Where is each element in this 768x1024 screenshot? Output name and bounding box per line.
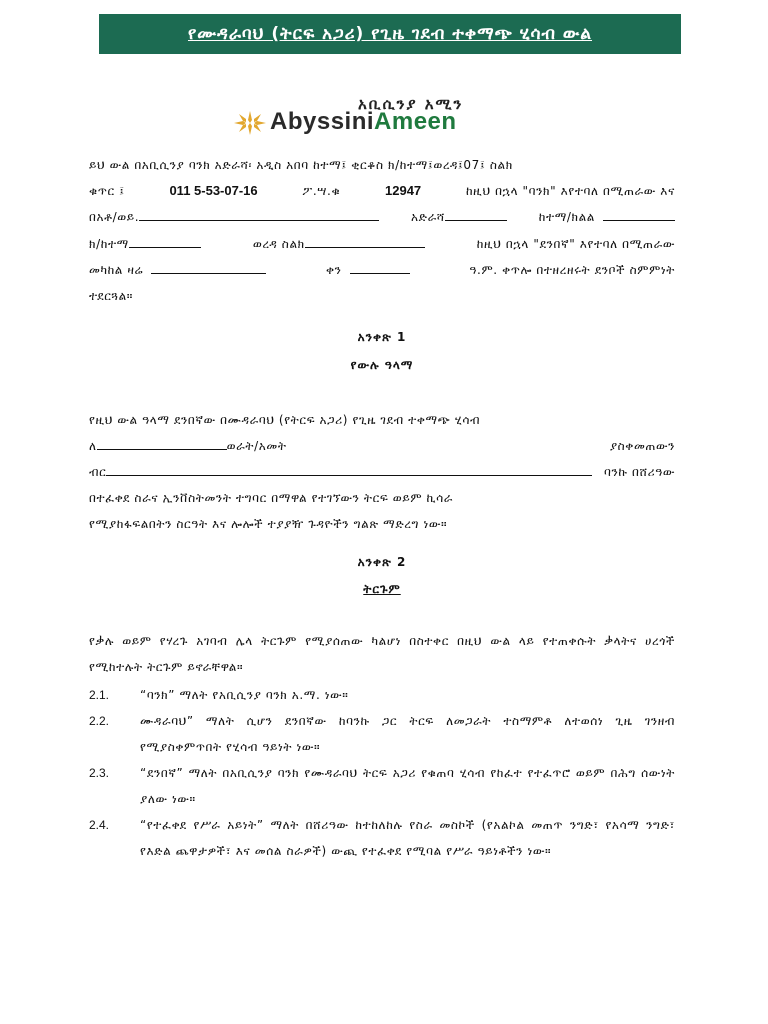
subcity-blank[interactable] <box>129 235 201 248</box>
article-2-subheading: ትርጉም <box>363 582 401 596</box>
definition-number: 2.4. <box>89 818 110 832</box>
article-1-line <box>89 433 675 459</box>
article-1-text: ያስቀመጠውን <box>609 439 675 453</box>
amount-blank[interactable] <box>106 463 592 476</box>
definition-text: “ደንበኛ” ማለት በአቢሲንያ ባንክ የሙዳራባህ ትርፍ አጋሪ የቁጠባ ሂሳብ የከፈተ የተፈጥሮ ወይም በሕግ ሰውነት ያለው ነው። <box>140 766 675 806</box>
intro-line <box>89 283 675 309</box>
address-blank[interactable] <box>445 208 507 221</box>
bank-logo <box>232 95 522 145</box>
intro-text: ተደርጓል። <box>89 289 133 304</box>
document-title: የሙዳራባህ (ትርፍ አጋሪ) የጊዜ ገደብ ተቀማጭ ሂሳብ ውል <box>187 24 593 44</box>
logo-wordmark-dark: Abyssini <box>270 108 375 135</box>
article-1-line <box>89 459 675 485</box>
article-1-line <box>89 511 675 537</box>
definition-number: 2.1. <box>89 688 110 702</box>
definition-text: “የተፈቀደ የሥራ አይነት” ማለት በሸሪዓው ከተከለከሉ የስራ መስኮች (የአልኮል መጠጥ ንግድ፣ የአሳማ ንግድ፣ የእድል ጨዋታዎች፣ እና መሰል ስራዎች) ውጪ የተፈቀደ የሚባል የሥራ ዓይነቶችን ነው። <box>140 818 675 858</box>
intro-line <box>89 204 675 230</box>
intro-text: ክ/ከተማ <box>89 236 129 251</box>
article-1-line <box>89 485 675 511</box>
logo-wordmark <box>270 107 457 137</box>
intro-text: ቀን <box>326 262 342 277</box>
intro-line <box>89 257 675 283</box>
definition-item <box>89 682 675 708</box>
document-title-banner <box>99 14 681 54</box>
intro-paragraph <box>89 152 675 309</box>
article-1-text: የሚያከፋፍልበትን ስርዓት እና ሎሎች ተያያዥ ጉዳዮችን ግልጽ ማድረግ ነው። <box>89 517 448 531</box>
definition-number: 2.2. <box>89 714 110 728</box>
definition-item <box>89 708 675 760</box>
intro-line <box>89 231 675 257</box>
city-region-blank[interactable] <box>603 208 675 221</box>
intro-text: ወረዳ ስልክ <box>252 236 305 251</box>
logo-wordmark-green: Ameen <box>374 108 457 135</box>
article-1-subheading: የውሉ ዓላማ <box>350 358 414 372</box>
intro-text: ዓ.ም. ቀጥሎ በተዘረዘሩት ደንቦች ስምምነት <box>469 262 675 277</box>
definition-text: ሙዳራባህ” ማለት ሲሆን ደንበኛው ከባንኩ ጋር ትርፍ ለመጋራት ተስማምቶ ለተወሰነ ጊዜ ገንዘብ የሚያስቀምጥበት የሂሳብ ዓይነት ነው። <box>140 714 675 754</box>
intro-text: ከዚህ በኋላ "ደንበኛ" እየተባለ በሚጠራው <box>476 236 675 251</box>
phone-blank[interactable] <box>305 235 425 248</box>
day-blank[interactable] <box>350 261 410 274</box>
article-1-heading: አንቀጽ 1 <box>357 330 407 344</box>
intro-line <box>89 152 675 178</box>
date-blank[interactable] <box>151 261 266 274</box>
definition-item <box>89 760 675 812</box>
customer-name-blank[interactable] <box>139 208 379 221</box>
article-2-heading: አንቀጽ 2 <box>357 555 407 569</box>
article-1-text: ብር <box>89 465 107 479</box>
article-1-text: የዚህ ውል ዓላማ ደንበኛው በሙዳራባህ (የትርፍ አጋሪ) የጊዜ ገደብ ተቀማጭ ሂሳብ <box>89 413 481 427</box>
article-1-text: በተፈቀደ ስራና ኢንቨስትመንት ተግባር በማዋል የተገኘውን ትርፍ ወይም ኪሳራ <box>89 491 454 505</box>
intro-text: ከተማ/ክልል <box>538 210 595 225</box>
bank-po-box: 12947 <box>385 183 422 199</box>
definition-text: “ባንክ” ማለት የአቢሲንያ ባንክ አ.ማ. ነው። <box>140 688 349 702</box>
article-1-text: ወራት/አመት <box>226 439 287 453</box>
intro-text: መካከል ዛሬ <box>89 262 144 277</box>
logo-star-icon <box>234 111 266 135</box>
intro-text: ቁጥር ፤ <box>89 184 125 199</box>
logo-amharic-text: አቢሲንያ አሚን <box>358 95 464 113</box>
intro-text: አድራሻ <box>411 210 445 225</box>
intro-text: ፖ.ሣ.ቁ <box>302 184 341 199</box>
intro-text: ይህ ውል በአቢሲንያ ባንክ አድራሻ፡ አዲስ አበባ ከተማ፤ ቂርቆስ ክ/ከተማ፤ወረዳ፤07፤ ስልክ <box>89 158 513 172</box>
intro-text: በአቶ/ወይ. <box>89 210 140 225</box>
article-2-intro: የቃሉ ወይም የሃረጉ አገባብ ሌላ ትርጉም የሚያሰጠው ካልሆነ በስተቀር በዚህ ውል ላይ የተጠቀሱት ቃላትና ሀረጎች የሚከተሉት ትርጉም ይኖራቸዋል። <box>89 634 675 674</box>
definitions-list <box>89 682 675 864</box>
article-1-text: ለ <box>89 439 97 453</box>
definition-item <box>89 812 675 864</box>
bank-phone-number: 011 5-53-07-16 <box>169 183 258 199</box>
intro-text: ከዚህ በኋላ "ባንክ" እየተባለ በሚጠራው እና <box>465 184 675 199</box>
article-1-line <box>89 407 675 433</box>
article-1-paragraph <box>89 407 675 537</box>
article-1-text: ባንኩ በሸሪዓው <box>604 465 675 479</box>
definition-number: 2.3. <box>89 766 110 780</box>
term-blank[interactable] <box>97 437 227 450</box>
intro-line <box>89 178 675 204</box>
